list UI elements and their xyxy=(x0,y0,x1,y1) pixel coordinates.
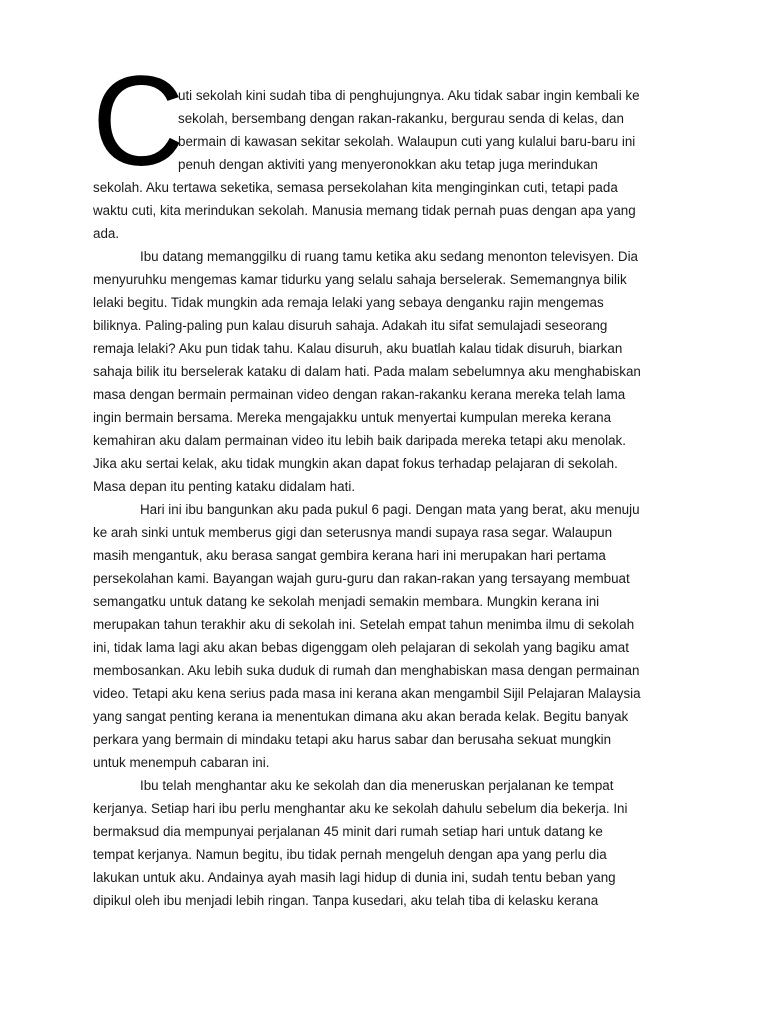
text-line: sahaja bilik itu berselerak kataku di dalam hati. Pada malam sebelumnya aku menghabiskan xyxy=(93,364,641,379)
text-line: penuh dengan aktiviti yang menyeronokkan aku tetap juga merindukan xyxy=(178,157,598,172)
paragraph-first-line: Ibu telah menghantar aku ke sekolah dan dia meneruskan perjalanan ke tempat xyxy=(140,778,614,793)
text-line: dipikul oleh ibu menjadi lebih ringan. Tanpa kusedari, aku telah tiba di kelasku kerana xyxy=(93,893,599,908)
text-line: lelaki begitu. Tidak mungkin ada remaja lelaki yang sebaya denganku rajin mengemas xyxy=(93,295,604,310)
paragraph-first-line: Hari ini ibu bangunkan aku pada pukul 6 pagi. Dengan mata yang berat, aku menuju xyxy=(140,502,640,517)
text-line: uti sekolah kini sudah tiba di penghujungnya. Aku tidak sabar ingin kembali ke xyxy=(178,88,640,103)
text-line: lakukan untuk aku. Andainya ayah masih lagi hidup di dunia ini, sudah tentu beban yang xyxy=(93,870,616,885)
text-line: persekolahan kami. Bayangan wajah guru-guru dan rakan-rakan yang tersayang membuat xyxy=(93,571,630,586)
text-line: Masa depan itu penting kataku didalam hati. xyxy=(93,479,356,494)
text-line: untuk menempuh cabaran ini. xyxy=(93,755,270,770)
text-line: bermaksud dia mempunyai perjalanan 45 minit dari rumah setiap hari untuk datang ke xyxy=(93,824,603,839)
text-line: semangatku untuk datang ke sekolah menjadi semakin membara. Mungkin kerana ini xyxy=(93,594,600,609)
text-line: bermain di kawasan sekitar sekolah. Walaupun cuti yang kulalui baru-baru ini xyxy=(178,134,636,149)
text-line: ingin bermain bersama. Mereka mengajakku untuk menyertai kumpulan mereka kerana xyxy=(93,410,612,425)
text-line: kerjanya. Setiap hari ibu perlu menghantar aku ke sekolah dahulu sebelum dia bekerja. Ini xyxy=(93,801,628,816)
text-line: masa dengan bermain permainan video dengan rakan-rakanku kerana mereka telah lama xyxy=(93,387,626,402)
text-line: masih mengantuk, aku berasa sangat gembira kerana hari ini merupakan hari pertama xyxy=(93,548,606,563)
text-line: remaja lelaki? Aku pun tidak tahu. Kalau disuruh, aku buatlah kalau tidak disuruh, biarkan xyxy=(93,341,623,356)
text-line: tempat kerjanya. Namun begitu, ibu tidak pernah mengeluh dengan apa yang perlu dia xyxy=(93,847,607,862)
text-line: biliknya. Paling-paling pun kalau disuruh sahaja. Adakah itu sifat semulajadi seseorang xyxy=(93,318,608,333)
paragraph-first-line: Ibu datang memanggilku di ruang tamu ketika aku sedang menonton televisyen. Dia xyxy=(140,249,638,264)
text-line: menyuruhku mengemas kamar tidurku yang selalu sahaja berselerak. Sememangnya bilik xyxy=(93,272,627,287)
text-line: yang sangat penting kerana ia menentukan dimana aku akan berada kelak. Begitu banyak xyxy=(93,709,629,724)
text-line: ini, tidak lama lagi aku akan bebas digenggam oleh pelajaran di sekolah yang bagiku amat xyxy=(93,640,629,655)
text-line: waktu cuti, kita merindukan sekolah. Manusia memang tidak pernah puas dengan apa yang xyxy=(93,203,636,218)
text-line: video. Tetapi aku kena serius pada masa ini kerana akan mengambil Sijil Pelajaran Malaysia xyxy=(93,686,641,701)
text-line: ke arah sinki untuk memberus gigi dan seterusnya mandi supaya rasa segar. Walaupun xyxy=(93,525,613,540)
text-line: kemahiran aku dalam permainan video itu lebih baik daripada mereka tetapi aku menolak. xyxy=(93,433,626,448)
text-line: merupakan tahun terakhir aku di sekolah ini. Setelah empat tahun menimba ilmu di sekolah xyxy=(93,617,635,632)
text-line: membosankan. Aku lebih suka duduk di rumah dan menghabiskan masa dengan permainan xyxy=(93,663,640,678)
text-line: sekolah, bersembang dengan rakan-rakanku, bergurau senda di kelas, dan xyxy=(178,111,624,126)
text-line: ada. xyxy=(93,226,120,241)
text-line: perkara yang bermain di mindaku tetapi aku harus sabar dan berusaha sekuat mungkin xyxy=(93,732,612,747)
text-line: sekolah. Aku tertawa seketika, semasa persekolahan kita menginginkan cuti, tetapi pada xyxy=(93,180,618,195)
text-line: Jika aku sertai kelak, aku tidak mungkin akan dapat fokus terhadap pelajaran di sekolah. xyxy=(93,456,618,471)
drop-cap-letter: C xyxy=(92,50,185,193)
